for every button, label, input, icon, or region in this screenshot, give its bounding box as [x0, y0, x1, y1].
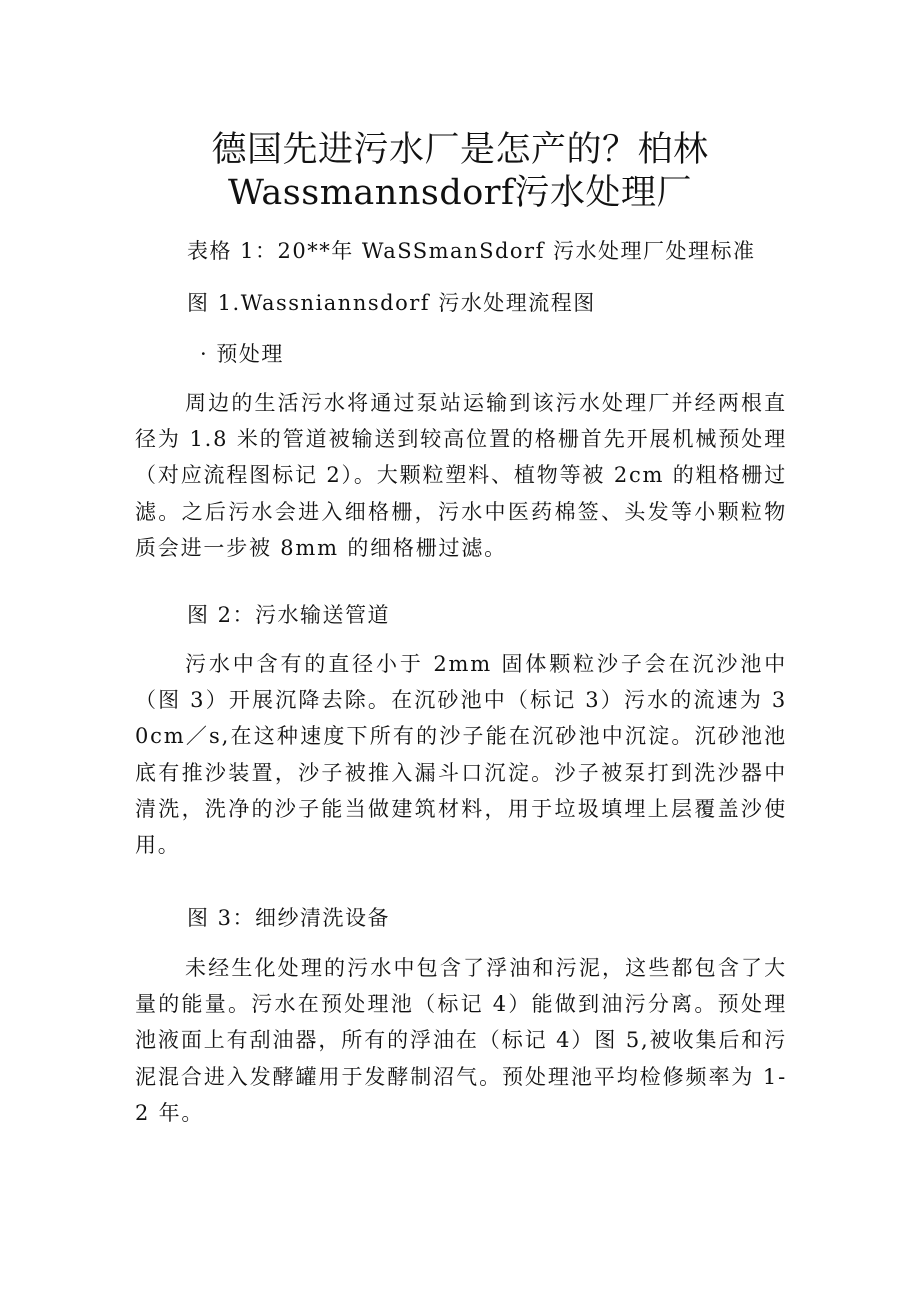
section-heading-pretreatment: · 预处理: [200, 342, 284, 366]
figure-1-caption: 图 1.Wassniannsdorf 污水处理流程图: [187, 291, 596, 315]
paragraph-2: 污水中含有的直径小于 2mm 固体颗粒沙子会在沉沙池中（图 3）开展沉降去除。在沉砂池中（标记 3）污水的流速为 30cm／s,在这种速度下所有的沙子能在沉砂池中沉淀。沉砂池池底有推沙装置，沙子被推入漏斗口沉淀。沙子被泵打到洗沙器中清洗，洗净的沙子能当做建筑材料，用于垃圾填埋上层覆盖沙使用。: [135, 652, 787, 858]
figure-3-caption: 图 3：细纱清洗设备: [187, 906, 391, 930]
paragraph-1: 周边的生活污水将通过泵站运输到该污水处理厂并经两根直径为 1.8 米的管道被输送到较高位置的格栅首先开展机械预处理（对应流程图标记 2）。大颗粒塑料、植物等被 2cm 的粗格栅过滤。之后污水会进入细格栅，污水中医药棉签、头发等小颗粒物质会进一步被 8mm 的细格栅过滤。: [135, 391, 787, 560]
table-caption: 表格 1：20**年 WaSSmanSdorf 污水处理厂处理标准: [187, 239, 756, 263]
document-title-line-1: 德国先进污水厂是怎产的？柏林: [211, 130, 709, 170]
paragraph-3: 未经生化处理的污水中包含了浮油和污泥，这些都包含了大量的能量。污水在预处理池（标记 4）能做到油污分离。预处理池液面上有刮油器，所有的浮油在（标记 4）图 5,被收集后和污泥混合进入发酵罐用于发酵制沼气。预处理池平均检修频率为 1-2 年。: [135, 956, 787, 1125]
document-title-line-2: Wassmannsdorf污水处理厂: [228, 173, 692, 213]
figure-2-caption: 图 2：污水输送管道: [187, 603, 391, 627]
